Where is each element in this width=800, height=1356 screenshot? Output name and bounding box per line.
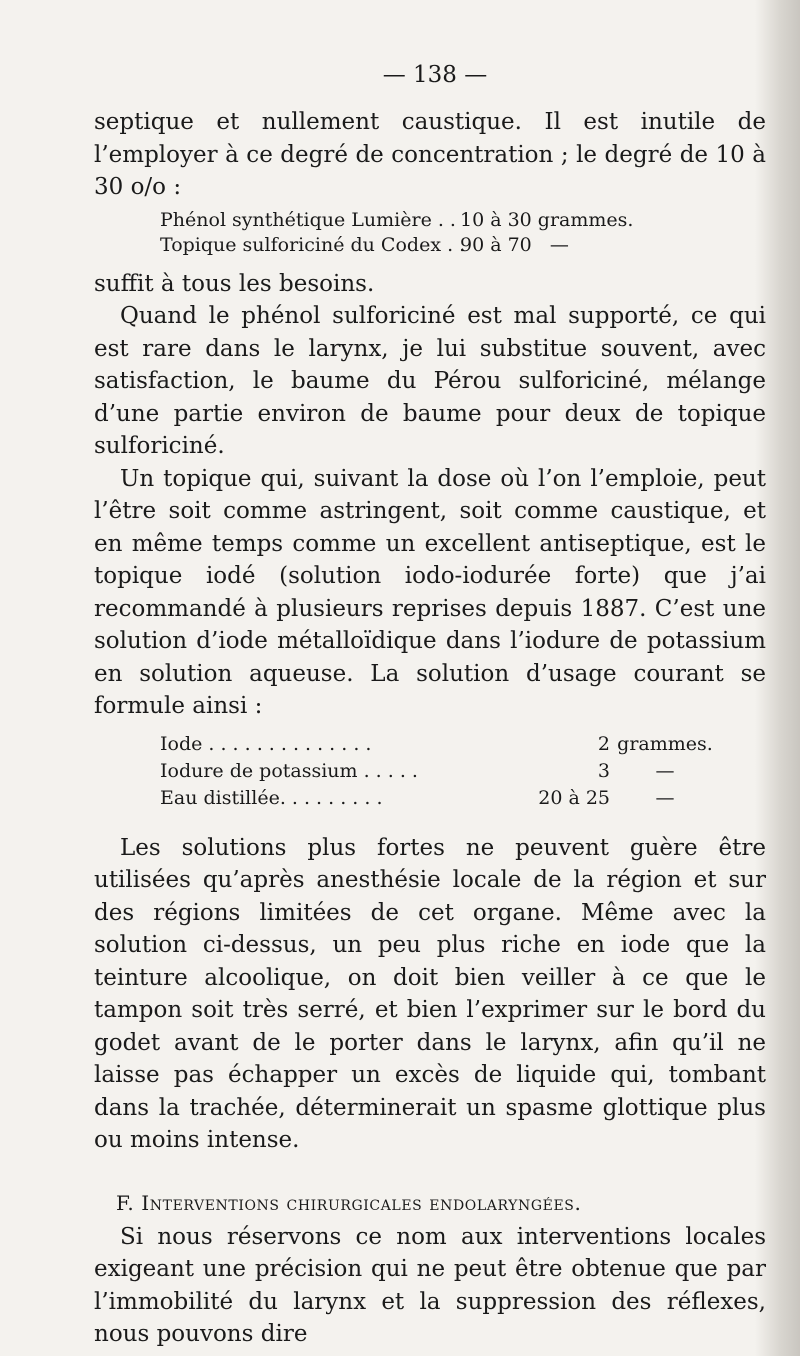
section-heading: F. Interventions chirurgicales endolaryngées.	[116, 1190, 582, 1215]
formula-row	[160, 758, 766, 785]
ingredient-unit: —	[655, 786, 675, 809]
formula-phenol	[160, 208, 766, 258]
formula-row	[160, 731, 766, 758]
ingredient-amount: 10 à 30 grammes.	[460, 208, 634, 231]
ingredient-amount: 2	[597, 732, 610, 755]
ingredient-name: Eau distillée. . . . . . . . .	[160, 786, 383, 809]
ingredient-name: Iodure de potassium . . . . .	[160, 759, 418, 782]
formula-iodine	[160, 731, 766, 812]
book-page	[94, 62, 766, 1351]
paragraph-1: septique et nullement caustique. Il est inutile de l’employer à ce degré de concentration ; le degré de 10 à 30 o/o :	[94, 109, 766, 200]
ingredient-amount: 90 à 70 —	[460, 233, 569, 256]
page-number: — 138 —	[382, 62, 488, 88]
ingredient-unit: grammes.	[617, 732, 713, 755]
formula-row	[160, 785, 766, 812]
paragraph-5: Les solutions plus fortes ne peuvent guère être utilisées qu’après anesthésie locale de la région et sur des régions limitées de cet organe. Même avec la solution ci-dessus, un peu plus riche en iode que la teinture alcoolique, on doit bien veiller à ce que le tampon soit très serré, et bien l’exprimer sur le bord du godet avant de le porter dans le larynx, afin qu’il ne laisse pas échapper un excès de liquide qui, tombant dans la trachée, déterminerait un spasme glottique plus ou moins intense.	[94, 834, 766, 1153]
ingredient-name: Phénol synthétique Lumière . .	[160, 208, 456, 231]
ingredient-name: Topique sulforiciné du Codex . .	[160, 233, 466, 256]
ingredient-amount: 20 à 25	[538, 786, 610, 809]
paragraph-4: Un topique qui, suivant la dose où l’on l’emploie, peut l’être soit comme astringent, soit comme caustique, et en même temps comme un excellent antiseptique, est le topique iodé (solution iodo-iodurée forte) que j’ai recommandé à plusieurs reprises depuis 1887. C’est une solution d’iode métalloïdique dans l’iodure de potassium en solution aqueuse. La solution d’usage courant se formule ainsi :	[94, 465, 766, 719]
formula-row	[160, 233, 766, 258]
formula-row	[160, 208, 766, 233]
ingredient-name: Iode . . . . . . . . . . . . . .	[160, 732, 372, 755]
paragraph-6: Si nous réservons ce nom aux interventions locales exigeant une précision qui ne peut être obtenue que par l’immobilité du larynx et la suppression des réflexes, nous pouvons dire	[94, 1223, 766, 1347]
paragraph-2: suffit à tous les besoins.	[94, 270, 375, 297]
ingredient-unit: —	[655, 759, 675, 782]
paragraph-3: Quand le phénol sulforiciné est mal supporté, ce qui est rare dans le larynx, je lui substitue souvent, avec satisfaction, le baume du Pérou sulforiciné, mélange d’une partie environ de baume pour deux de topique sulforiciné.	[94, 303, 766, 459]
ingredient-amount: 3	[597, 759, 610, 782]
